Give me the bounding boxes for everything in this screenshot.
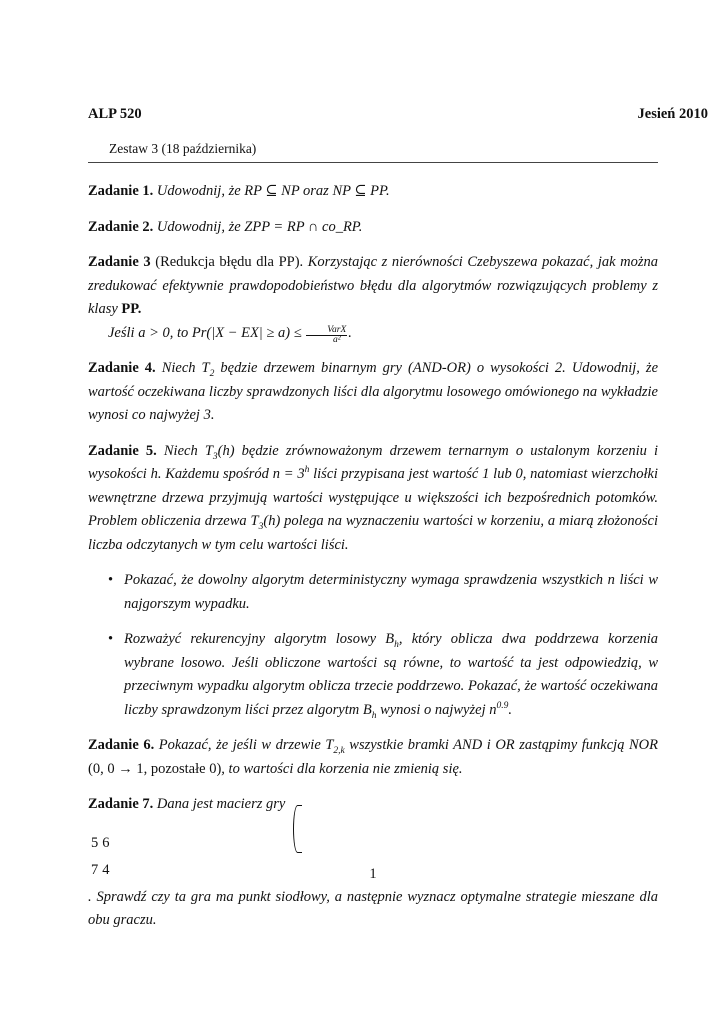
- task-5-sub-1: 3: [212, 451, 218, 462]
- problem-set-subtitle: Zestaw 3 (18 października): [109, 141, 257, 156]
- matrix-row: [90, 831, 111, 857]
- bullet-1-text: Pokazać, że dowolny algorytm deterministyczny wymaga sprawdzenia wszystkich n liści w najgorszym wypadku.: [124, 572, 658, 612]
- task-5-part-4: (h) polega na wyznaczeniu wartości w korzeniu, a miarą złożoności liczba odczytanych w tym celu wartości liści.: [88, 513, 658, 553]
- bullet-2-sup: 0.9: [496, 700, 509, 711]
- matrix-left-bracket: [293, 805, 302, 853]
- matrix-cell: 4: [102, 862, 110, 878]
- page-number: 1: [369, 866, 377, 882]
- task-3-hint: [88, 322, 658, 346]
- task-3: [88, 251, 658, 345]
- bullet-2-part-b: , który oblicza dwa poddrzewa korzenia wybrane losowo. Jeśli obliczone wartości są równe, to wartość ta jest odpowiedzią, w przeciwnym wypadku algorytm oblicza trzecie poddrzewo. Pokazać, że wartość oczekiwana liczby sprawdzonym liści przez algorytm B: [124, 631, 658, 718]
- page-header: [88, 106, 708, 126]
- header-divider: [88, 162, 658, 163]
- task-5-sub-2: 3: [258, 521, 264, 532]
- task-2-label: Zadanie 2.: [88, 218, 154, 235]
- task-5: [88, 440, 658, 723]
- task-6-part-b: wszystkie bramki AND i OR zastąpimy funkcją NOR: [344, 737, 659, 753]
- task-2: [88, 216, 658, 240]
- bullet-2-sub-1: h: [394, 639, 399, 650]
- task-3-hint-suffix: .: [348, 324, 352, 341]
- task-6-text: [158, 737, 659, 756]
- task-5-part-2: (h) będzie zrównoważonym drzewem ternarnym o ustalonym korzeniu i wysokości h. Każdemu spośród n = 3: [88, 442, 659, 482]
- task-5-label: Zadanie 5.: [88, 442, 157, 459]
- task-5-bullet-list: [88, 569, 658, 722]
- task-5-part-3: liści przypisana jest wartość 1 lub 0, natomiast wierzchołki wewnętrzne drzewa przyjmują wartości występujące u większości ich bezpośrednich potomków. Problem obliczenia drzewa T: [88, 466, 658, 529]
- task-4: [88, 357, 658, 428]
- task-7-text-a: Dana jest macierz gry: [156, 796, 286, 812]
- task-7-text-b: . Sprawdź czy ta gra ma punkt siodłowy, a następnie wyznacz optymalne strategie mieszane dla obu graczu.: [88, 888, 658, 928]
- task-7-label: Zadanie 7.: [88, 796, 154, 812]
- matrix-cell: 5: [91, 834, 99, 851]
- task-4-subscript: 2: [209, 368, 215, 379]
- task-1-text: Udowodnij, że RP ⊆ NP oraz NP ⊆ PP.: [156, 183, 390, 199]
- task-3-hint-prefix: Jeśli a > 0, to Pr(|X − EX| ≥ a) ≤: [108, 324, 302, 341]
- task-4-text-a: Niech T: [161, 360, 210, 376]
- task-5-text: [88, 443, 658, 553]
- task-6-part-c: (0, 0 → 1, pozostałe 0): [88, 760, 222, 777]
- task-4-text: [88, 360, 658, 423]
- bullet-2-part-a: Rozważyć rekurencyjny algorytm losowy B: [124, 631, 395, 647]
- fraction-numerator: VarX: [306, 326, 347, 336]
- task-5-sup: h: [304, 465, 310, 476]
- document-page: [88, 96, 708, 996]
- task-3-label: Zadanie 3: [88, 254, 151, 270]
- task-6-subscript: 2,k: [333, 745, 345, 756]
- term-label: Jesień 2010: [637, 106, 708, 122]
- bullet-2-part-c: wynosi o najwyżej n: [376, 701, 497, 718]
- task-5-bullet-1: [88, 569, 658, 616]
- task-4-label: Zadanie 4.: [88, 360, 156, 376]
- task-3-class-name: PP.: [121, 301, 142, 317]
- fraction-denominator: a²: [332, 334, 341, 345]
- matrix-cell: 6: [102, 834, 110, 851]
- task-2-text: Udowodnij, że ZPP = RP ∩ co_RP.: [156, 218, 363, 235]
- bullet-icon: •: [108, 631, 114, 647]
- task-1-label: Zadanie 1.: [88, 183, 154, 199]
- task-6-label: Zadanie 6.: [88, 737, 155, 753]
- task-4-text-b: będzie drzewem binarnym gry (AND-OR) o wysokości 2. Udowodnij, że wartość oczekiwana liczby sprawdzonych liści dla algorytmu losowego omówionego na wykładzie wynosi co najwyżej 3.: [88, 360, 659, 423]
- task-7: [88, 793, 658, 817]
- task-6-part-d: , to wartości dla korzenia nie zmienią się.: [221, 760, 463, 777]
- task-5-part-1: Niech T: [163, 442, 213, 459]
- task-5-bullet-2: [88, 628, 658, 722]
- matrix-cell: 7: [91, 862, 99, 878]
- bullet-2-part-d: .: [508, 701, 512, 718]
- task-6: [88, 734, 658, 781]
- variance-fraction: [306, 326, 347, 345]
- bullet-2-sub-2: h: [371, 710, 377, 721]
- task-6-part-a: Pokazać, że jeśli w drzewie T: [158, 737, 334, 753]
- bullet-2-text: [124, 631, 658, 721]
- bullet-icon: •: [108, 572, 114, 588]
- course-code: ALP 520: [88, 106, 142, 122]
- task-3-topic: (Redukcja błędu dla PP).: [155, 254, 304, 270]
- task-list: [88, 180, 658, 947]
- task-3-text: Korzystając z nierówności Czebyszewa pokazać, jak można zredukować efektywnie prawdopodobieństwo błędu dla algorytmów rozwiązujących problemy z klasy: [88, 254, 659, 317]
- task-1: [88, 180, 658, 204]
